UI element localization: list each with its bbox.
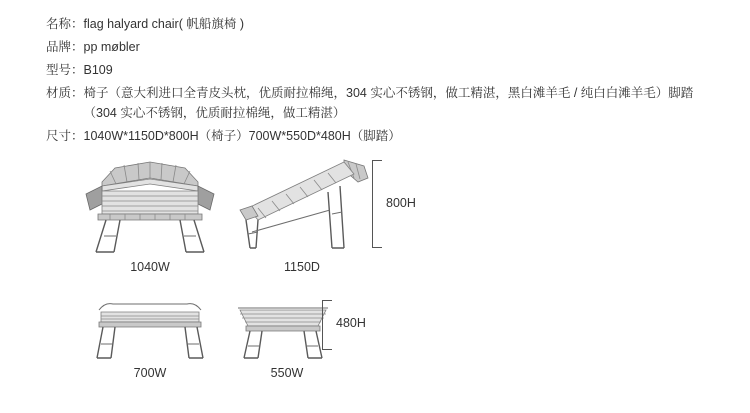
- spec-row-material: [46, 83, 706, 123]
- stool-side-view: [232, 296, 342, 380]
- stool-side-view-caption: 550W: [270, 366, 304, 380]
- chair-front-view-caption: 1040W: [130, 260, 170, 274]
- spec-value-material: 椅子（意大利进口全青皮头枕，优质耐拉棉绳，304 实心不锈钢，做工精湛，黑白滩羊毛 / 纯白白滩羊毛）脚踏（304 实心不锈钢，优质耐拉棉绳，做工精湛）: [83, 86, 694, 120]
- spec-row-size: [46, 126, 706, 146]
- spec-row-model: [46, 60, 706, 80]
- stool-height-bracket: [322, 300, 323, 350]
- spec-value-brand: pp møbler: [83, 40, 140, 54]
- spec-label-name: 名称：: [46, 17, 84, 31]
- spec-label-material: 材质：: [46, 86, 84, 100]
- spec-label-size: 尺寸：: [46, 129, 84, 143]
- spec-value-size: 1040W*1150D*800H（椅子）700W*550D*480H（脚踏）: [83, 129, 401, 143]
- chair-front-view-drawing: [80, 152, 220, 256]
- dimension-diagrams: [0, 148, 750, 408]
- spec-label-brand: 品牌：: [46, 40, 84, 54]
- spec-label-model: 型号：: [46, 63, 84, 77]
- stool-side-view-drawing: [232, 296, 342, 362]
- spec-list: [46, 14, 706, 149]
- stool-front-view-caption: 700W: [133, 366, 167, 380]
- chair-height-bracket: [372, 160, 373, 248]
- chair-front-view: [80, 152, 220, 274]
- chair-height-label: 800H: [386, 196, 416, 210]
- stool-height-label: 480H: [336, 316, 366, 330]
- stool-front-view: [85, 296, 215, 380]
- spec-row-name: [46, 14, 706, 34]
- chair-side-view-caption: 1150D: [284, 260, 320, 274]
- spec-row-brand: [46, 37, 706, 57]
- spec-value-name: flag halyard chair( 帆船旗椅 ): [83, 17, 244, 31]
- spec-value-model: B109: [83, 63, 113, 77]
- chair-side-view: [232, 152, 372, 274]
- stool-front-view-drawing: [85, 296, 215, 362]
- chair-side-view-drawing: [232, 152, 372, 256]
